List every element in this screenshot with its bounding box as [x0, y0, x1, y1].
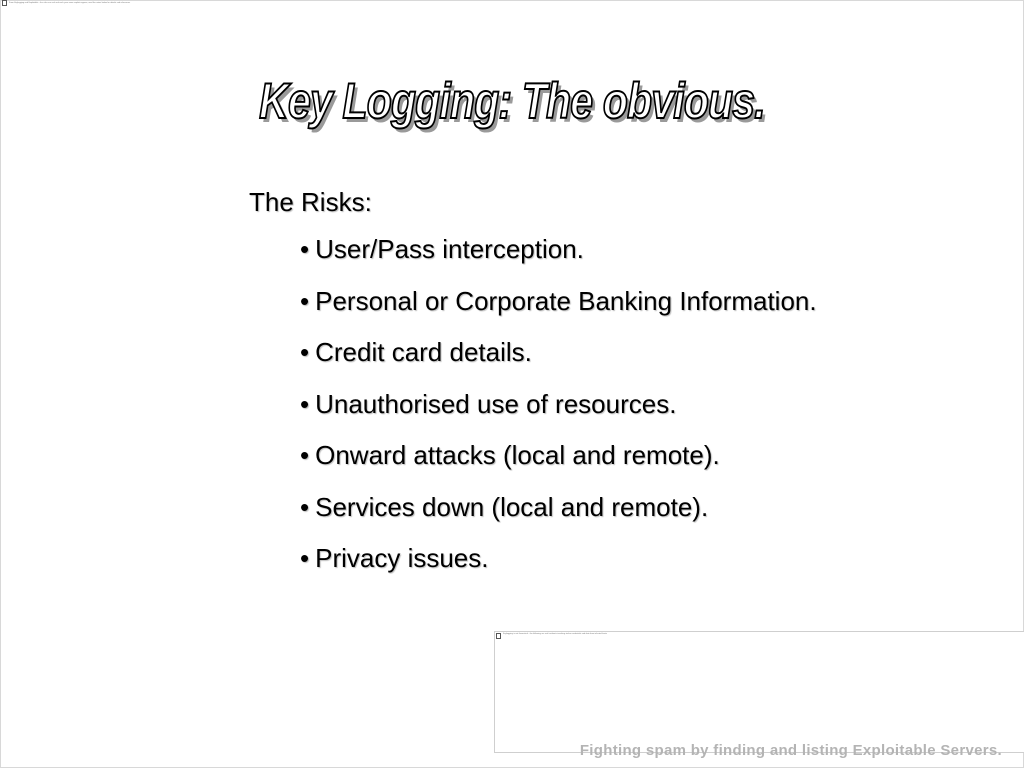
speaker-notes-text: Keylogging is not theoretical - the following are real incidents involving stolen credentials and data from infected hosts: [503, 633, 607, 635]
list-item: [300, 231, 817, 267]
list-item: [300, 386, 817, 422]
list-item-text: Credit card details.: [315, 337, 532, 367]
bullet-dot: •: [300, 285, 310, 316]
bullet-dot: •: [300, 388, 310, 419]
slide-content: [249, 184, 817, 592]
list-item: [300, 334, 817, 370]
bullet-dot: •: [300, 440, 310, 470]
bullet-dot: •: [300, 491, 310, 522]
note-icon: [2, 0, 7, 6]
bullet-dot: •: [300, 543, 310, 573]
header-note-text: From Keylogging and Exploitable - the risks are real and each year more exploits appear, read the notes below for details and references: [9, 2, 131, 4]
list-item-text: Personal or Corporate Banking Information.: [315, 285, 817, 316]
list-item-text: Onward attacks (local and remote).: [315, 440, 720, 470]
footer-tagline: Fighting spam by finding and listing Exploitable Servers.: [579, 742, 1002, 759]
list-item: [300, 283, 817, 319]
slide-title: Key Logging: The obvious.: [259, 73, 765, 129]
speaker-notes-box: [494, 631, 1024, 753]
bullet-dot: •: [300, 337, 310, 367]
header-note: [2, 0, 130, 6]
list-item-text: Services down (local and remote).: [315, 491, 709, 522]
risks-list: [249, 231, 817, 576]
list-item: [300, 489, 817, 525]
list-item-text: Privacy issues.: [315, 543, 489, 573]
risks-heading: The Risks:: [249, 187, 372, 217]
list-item-text: Unauthorised use of resources.: [315, 388, 677, 419]
list-item: [300, 540, 817, 576]
bullet-dot: •: [300, 234, 310, 264]
list-item-text: User/Pass interception.: [315, 234, 584, 264]
note-icon: [496, 633, 501, 639]
list-item: [300, 437, 817, 473]
